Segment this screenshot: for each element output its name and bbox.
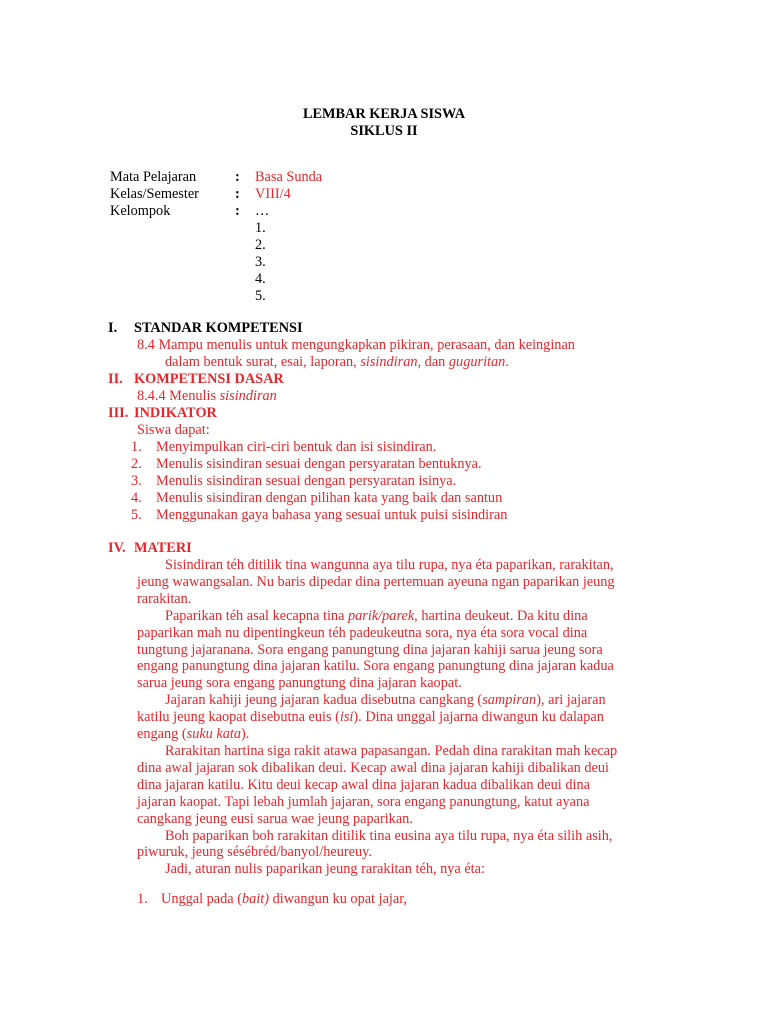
section-numeral: II. [108, 371, 123, 387]
p3-term-isi: isi [339, 709, 354, 726]
list-text-a: Unggal pada ( [161, 891, 242, 907]
standar-text-3: , dan [417, 354, 449, 370]
section-numeral: III. [108, 405, 129, 421]
group-colon: : [235, 203, 240, 219]
p3-text-e: ). Dina unggal jajarna diwangun ku dalapan engang ( [137, 709, 604, 743]
section-heading-kompetensi [108, 371, 284, 388]
list-term-bait: bait) [242, 891, 270, 907]
list-number: 4. [131, 489, 142, 506]
list-text: Menyimpulkan ciri-ciri bentuk dan isi sisindiran. [156, 439, 437, 455]
list-text: Menulis sisindiran sesuai dengan persyaratan isinya. [156, 472, 457, 489]
list-item [131, 490, 631, 507]
kompetensi-text [137, 388, 277, 405]
p2-text-a: Paparikan téh asal kecapna tina [165, 607, 348, 624]
class-colon: : [235, 186, 240, 202]
materi-paragraph-6: Jadi, aturan nulis paparikan jeung rarakitan téh, nya éta: [165, 861, 485, 878]
standar-text-end: . [505, 354, 509, 370]
standar-term-sisindiran: sisindiran [360, 354, 418, 370]
group-member-number: 3. [255, 254, 266, 270]
materi-body [137, 557, 627, 878]
list-number: 5. [131, 506, 142, 523]
subject-label: Mata Pelajaran [110, 169, 197, 185]
materi-paragraph-5: Boh paparikan boh rarakitan ditilik tina eusina aya tilu rupa, nya éta silih asih, piwuruk, jeung sésébréd/banyol/heureuy. [137, 827, 613, 861]
list-item [131, 439, 631, 456]
materi-paragraph-3 [137, 692, 627, 743]
section-title: INDIKATOR [134, 405, 217, 421]
list-number: 1. [131, 439, 142, 455]
page-subtitle: SIKLUS II [350, 123, 418, 139]
section-title: STANDAR KOMPETENSI [134, 320, 303, 336]
standar-line-2 [165, 354, 509, 371]
list-text: Menulis sisindiran dengan pilihan kata yang baik dan santun [156, 489, 503, 506]
group-member-number: 4. [255, 271, 266, 287]
p2-text-c: , hartina deukeut. Da kitu dina paparikan mah nu dipentingkeun téh padeukeutna sora, nya éta sora vocal dina tungtung jajaranana. Sora engang panungtung dina jajaran kahiji sarua jeung sora engang panungtung dina jajaran katilu. Sora engang panungtung dina jajaran kadua sarua jeung sora engang panungtung dina jajaran kaopat. [137, 607, 614, 692]
section-heading-materi [108, 540, 192, 557]
standar-line-1 [137, 337, 575, 354]
page-title: LEMBAR KERJA SISWA [302, 106, 466, 122]
materi-paragraph-2 [137, 608, 627, 693]
p3-text-g: ). [241, 726, 250, 743]
group-member-number: 2. [255, 237, 266, 253]
list-number: 2. [131, 455, 142, 472]
subject-value: Basa Sunda [255, 169, 323, 185]
group-member-number: 5. [255, 288, 266, 304]
materi-paragraph-1: Sisindiran téh ditilik tina wangunna aya tilu rupa, nya éta paparikan, rarakitan, jeung wawangsalan. Nu baris dipedar dina pertemuan ayeuna ngan paparikan jeung rarakitan. [137, 557, 615, 607]
section-heading-indikator [108, 405, 217, 422]
list-item [131, 456, 631, 473]
group-label: Kelompok [110, 203, 171, 219]
indikator-list [131, 439, 631, 524]
standar-number: 8.4 [137, 337, 155, 353]
p3-text-a: Jajaran kahiji jeung jajaran kadua disebutna cangkang ( [165, 692, 483, 709]
standar-text-1: Mampu menulis untuk mengungkapkan pikiran, perasaan, dan keinginan [158, 337, 575, 353]
section-title: MATERI [134, 540, 192, 556]
section-numeral: IV. [108, 540, 126, 556]
list-number: 1. [137, 891, 148, 907]
p2-term: parik/parek [348, 607, 415, 624]
list-item [131, 507, 631, 524]
kompetensi-text-a: 8.4.4 Menulis [137, 388, 220, 404]
class-label: Kelas/Semester [110, 186, 199, 202]
kompetensi-term: sisindiran [219, 388, 277, 404]
group-value: … [255, 203, 270, 219]
p3-term-suku-kata: suku kata [186, 726, 242, 743]
class-value: VIII/4 [255, 186, 291, 202]
standar-term-guguritan: guguritan [448, 354, 506, 370]
section-numeral: I. [108, 320, 118, 336]
indikator-intro: Siswa dapat: [137, 422, 210, 438]
list-item [131, 473, 631, 490]
subject-colon: : [235, 169, 240, 185]
p3-text-c: ), ari jajaran katilu jeung kaopat disebutna euis ( [137, 692, 606, 726]
rules-list-item-1 [137, 891, 407, 908]
section-heading-standar [108, 320, 303, 337]
section-title: KOMPETENSI DASAR [134, 371, 284, 387]
list-number: 3. [131, 472, 142, 489]
group-member-number: 1. [255, 220, 266, 236]
list-text: Menulis sisindiran sesuai dengan persyaratan bentuknya. [156, 455, 482, 472]
list-text: Menggunakan gaya bahasa yang sesuai untuk puisi sisindiran [156, 506, 508, 523]
list-text-c: diwangun ku opat jajar, [269, 891, 408, 907]
p3-term-sampiran: sampiran [482, 692, 537, 709]
standar-text-2: dalam bentuk surat, esai, laporan, [165, 354, 361, 370]
materi-paragraph-4: Rarakitan hartina siga rakit atawa papasangan. Pedah dina rarakitan mah kecap dina awal jajaran sok dibalikan deui. Kecap awal dina jajaran kahiji dibalikan deui dina jajaran katilu. Kitu deui kecap awal dina jajaran kadua dibalikan deui dina jajaran kaopat. Tapi lebah jumlah jajaran, sora engang panungtung, katut ayana cangkang jeung eusi sarua wae jeung paparikan. [137, 742, 618, 827]
